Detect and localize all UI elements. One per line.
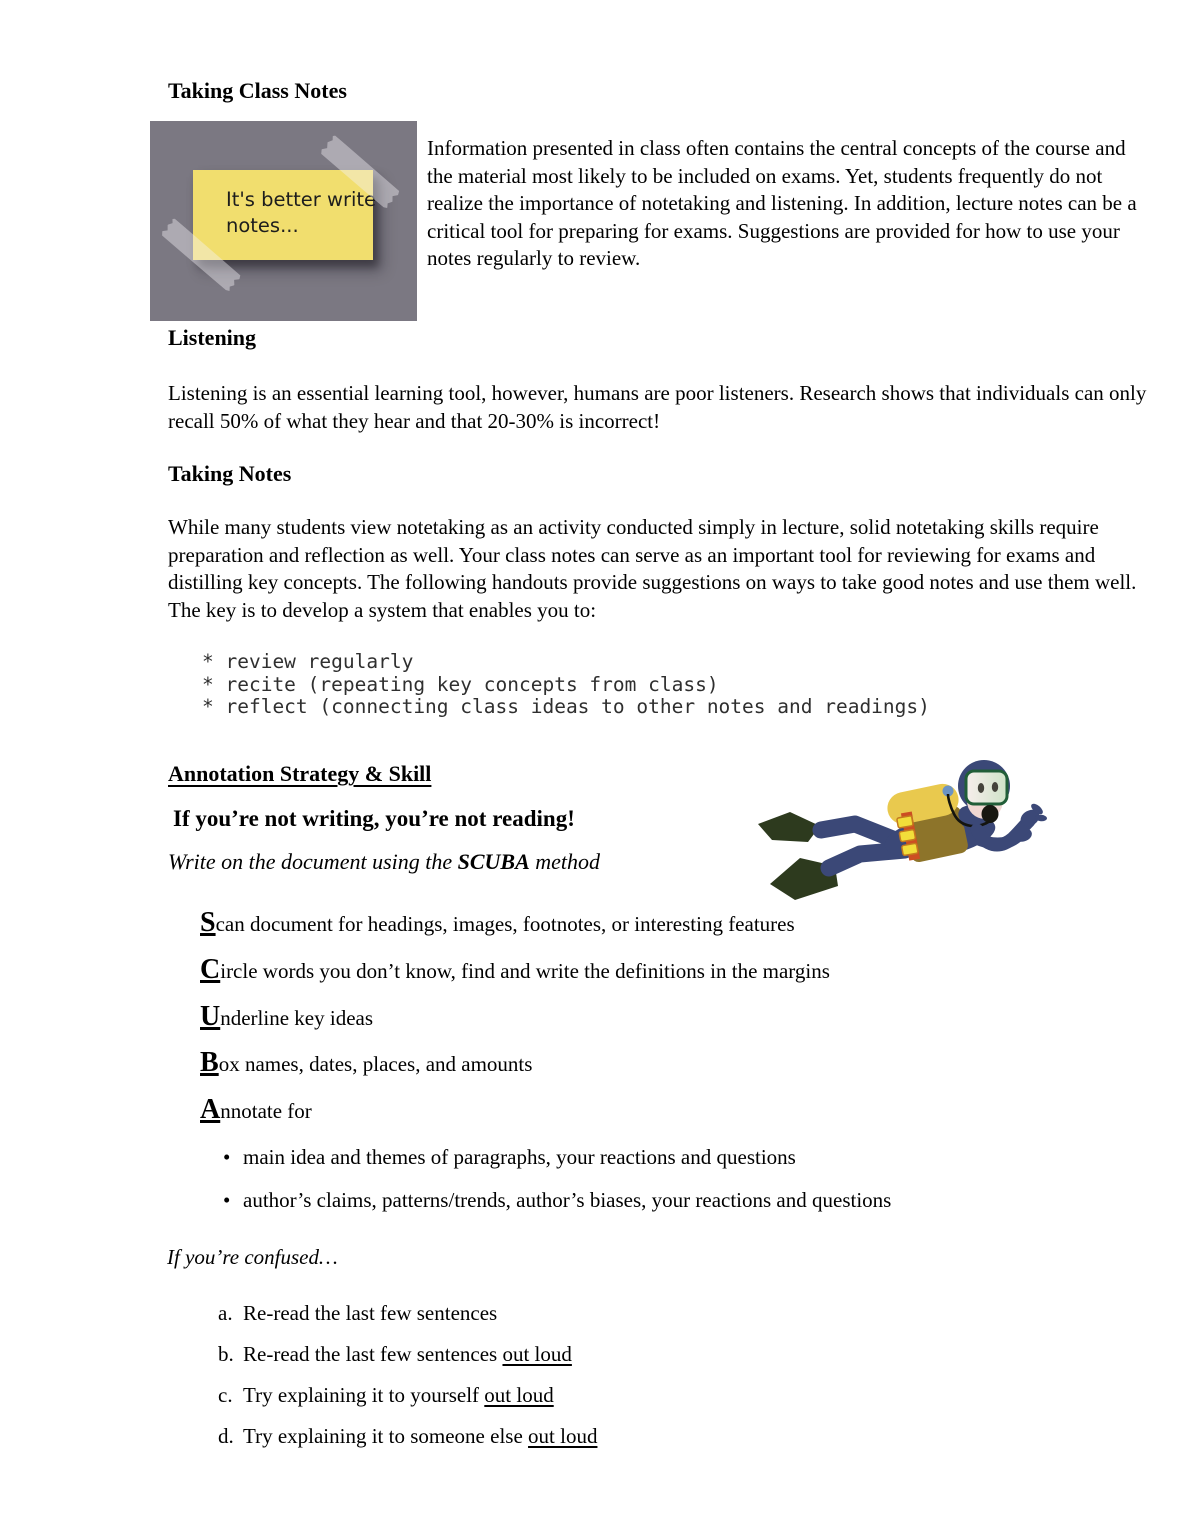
underlined-phrase: out loud: [502, 1342, 572, 1366]
scuba-method-line: [168, 849, 600, 875]
scuba-text: nnotate for: [220, 1099, 312, 1123]
scuba-letter: C: [200, 954, 221, 985]
annotation-strategy-heading: Annotation Strategy & Skill: [168, 761, 432, 786]
scuba-text: nderline key ideas: [220, 1006, 374, 1030]
fin-top: [758, 812, 820, 842]
bullet-icon: •: [223, 1188, 231, 1212]
scuba-letter: U: [200, 1001, 221, 1032]
belt-buckle: [899, 829, 916, 841]
step-text: Try explaining it to yourself out loud: [243, 1383, 554, 1407]
taking-notes-paragraph: While many students view notetaking as an activity conducted simply in lecture, solid notetaking skills require preparation and reflection as well. Your class notes can serve as an important tool for reviewing for exams and distilling key concepts. The following handouts provide suggestions on ways to take good notes and use them well. The key is to develop a system that enables you to:: [168, 515, 1137, 622]
scuba-item-underline: [200, 1003, 373, 1033]
notes-system-list: [202, 651, 930, 719]
intro-paragraph: Information presented in class often contains the central concepts of the course and the material most likely to be included on exams. Yet, students frequently do not realize the importance of notetaking and listening. In addition, lecture notes can be a critical tool for preparing for exams. Suggestions are provided for how to use your notes regularly to review.: [427, 136, 1137, 271]
diver-eye-left: [978, 783, 984, 793]
listening-heading: Listening: [168, 325, 257, 350]
scuba-acronym: SCUBA: [457, 849, 530, 874]
scuba-diver-illustration: [745, 748, 1065, 908]
sticky-note: [193, 170, 377, 260]
annotate-bullet-1: [223, 1144, 796, 1171]
taking-notes-heading: Taking Notes: [168, 461, 292, 486]
scuba-text: ircle words you don’t know, find and write the definitions in the margins: [220, 959, 830, 983]
annotate-bullet-2: [223, 1187, 891, 1214]
step-text: Re-read the last few sentences out loud: [243, 1342, 572, 1366]
listening-paragraph: Listening is an essential learning tool, however, humans are poor listeners. Research shows that individuals can only recall 50% of what they hear and that 20-30% is incorrect!: [168, 381, 1147, 433]
scuba-letter: S: [200, 907, 216, 938]
bullet-text: main idea and themes of paragraphs, your reactions and questions: [243, 1145, 796, 1169]
scuba-text: can document for headings, images, footnotes, or interesting features: [215, 912, 795, 936]
annotation-tagline: If you’re not writing, you’re not reading!: [173, 806, 575, 831]
step-text: Re-read the last few sentences: [243, 1301, 498, 1325]
scuba-item-annotate: [200, 1096, 312, 1126]
underlined-phrase: out loud: [484, 1383, 554, 1407]
list-item-reflect: * reflect (connecting class ideas to other notes and readings): [202, 695, 930, 719]
page-title: Taking Class Notes: [168, 78, 347, 103]
mouthpiece: [982, 805, 999, 823]
bullet-icon: •: [223, 1145, 231, 1169]
confused-step-b: [218, 1341, 572, 1368]
bullet-text: author’s claims, patterns/trends, author’s biases, your reactions and questions: [243, 1188, 892, 1212]
confused-lead: If you’re confused…: [167, 1245, 338, 1269]
step-marker: b.: [218, 1342, 234, 1366]
scuba-item-box: [200, 1049, 532, 1079]
belt-buckle: [897, 816, 914, 828]
scuba-letter: A: [200, 1094, 221, 1125]
belt-buckle: [902, 843, 919, 855]
confused-step-d: [218, 1423, 597, 1450]
step-marker: c.: [218, 1383, 233, 1407]
method-prefix: Write on the document using the: [168, 849, 458, 874]
scuba-item-circle: [200, 956, 830, 986]
list-item-review: * review regularly: [202, 650, 414, 673]
list-item-recite: * recite (repeating key concepts from class): [202, 672, 719, 696]
method-suffix: method: [529, 849, 601, 874]
scuba-item-scan: [200, 909, 795, 939]
scuba-letter: B: [200, 1047, 219, 1078]
confused-step-a: [218, 1300, 497, 1327]
scuba-text: ox names, dates, places, and amounts: [218, 1052, 533, 1076]
diver-eye-right: [992, 782, 998, 792]
step-marker: d.: [218, 1424, 234, 1448]
sticky-note-line2: notes...: [226, 214, 299, 237]
sticky-note-photo: [150, 121, 417, 321]
sticky-note-line1: It's better write: [226, 188, 377, 211]
confused-step-c: [218, 1382, 554, 1409]
underlined-phrase: out loud: [528, 1424, 598, 1448]
step-text: Try explaining it to someone else out loud: [243, 1424, 598, 1448]
dive-mask: [966, 771, 1007, 804]
step-marker: a.: [218, 1301, 233, 1325]
